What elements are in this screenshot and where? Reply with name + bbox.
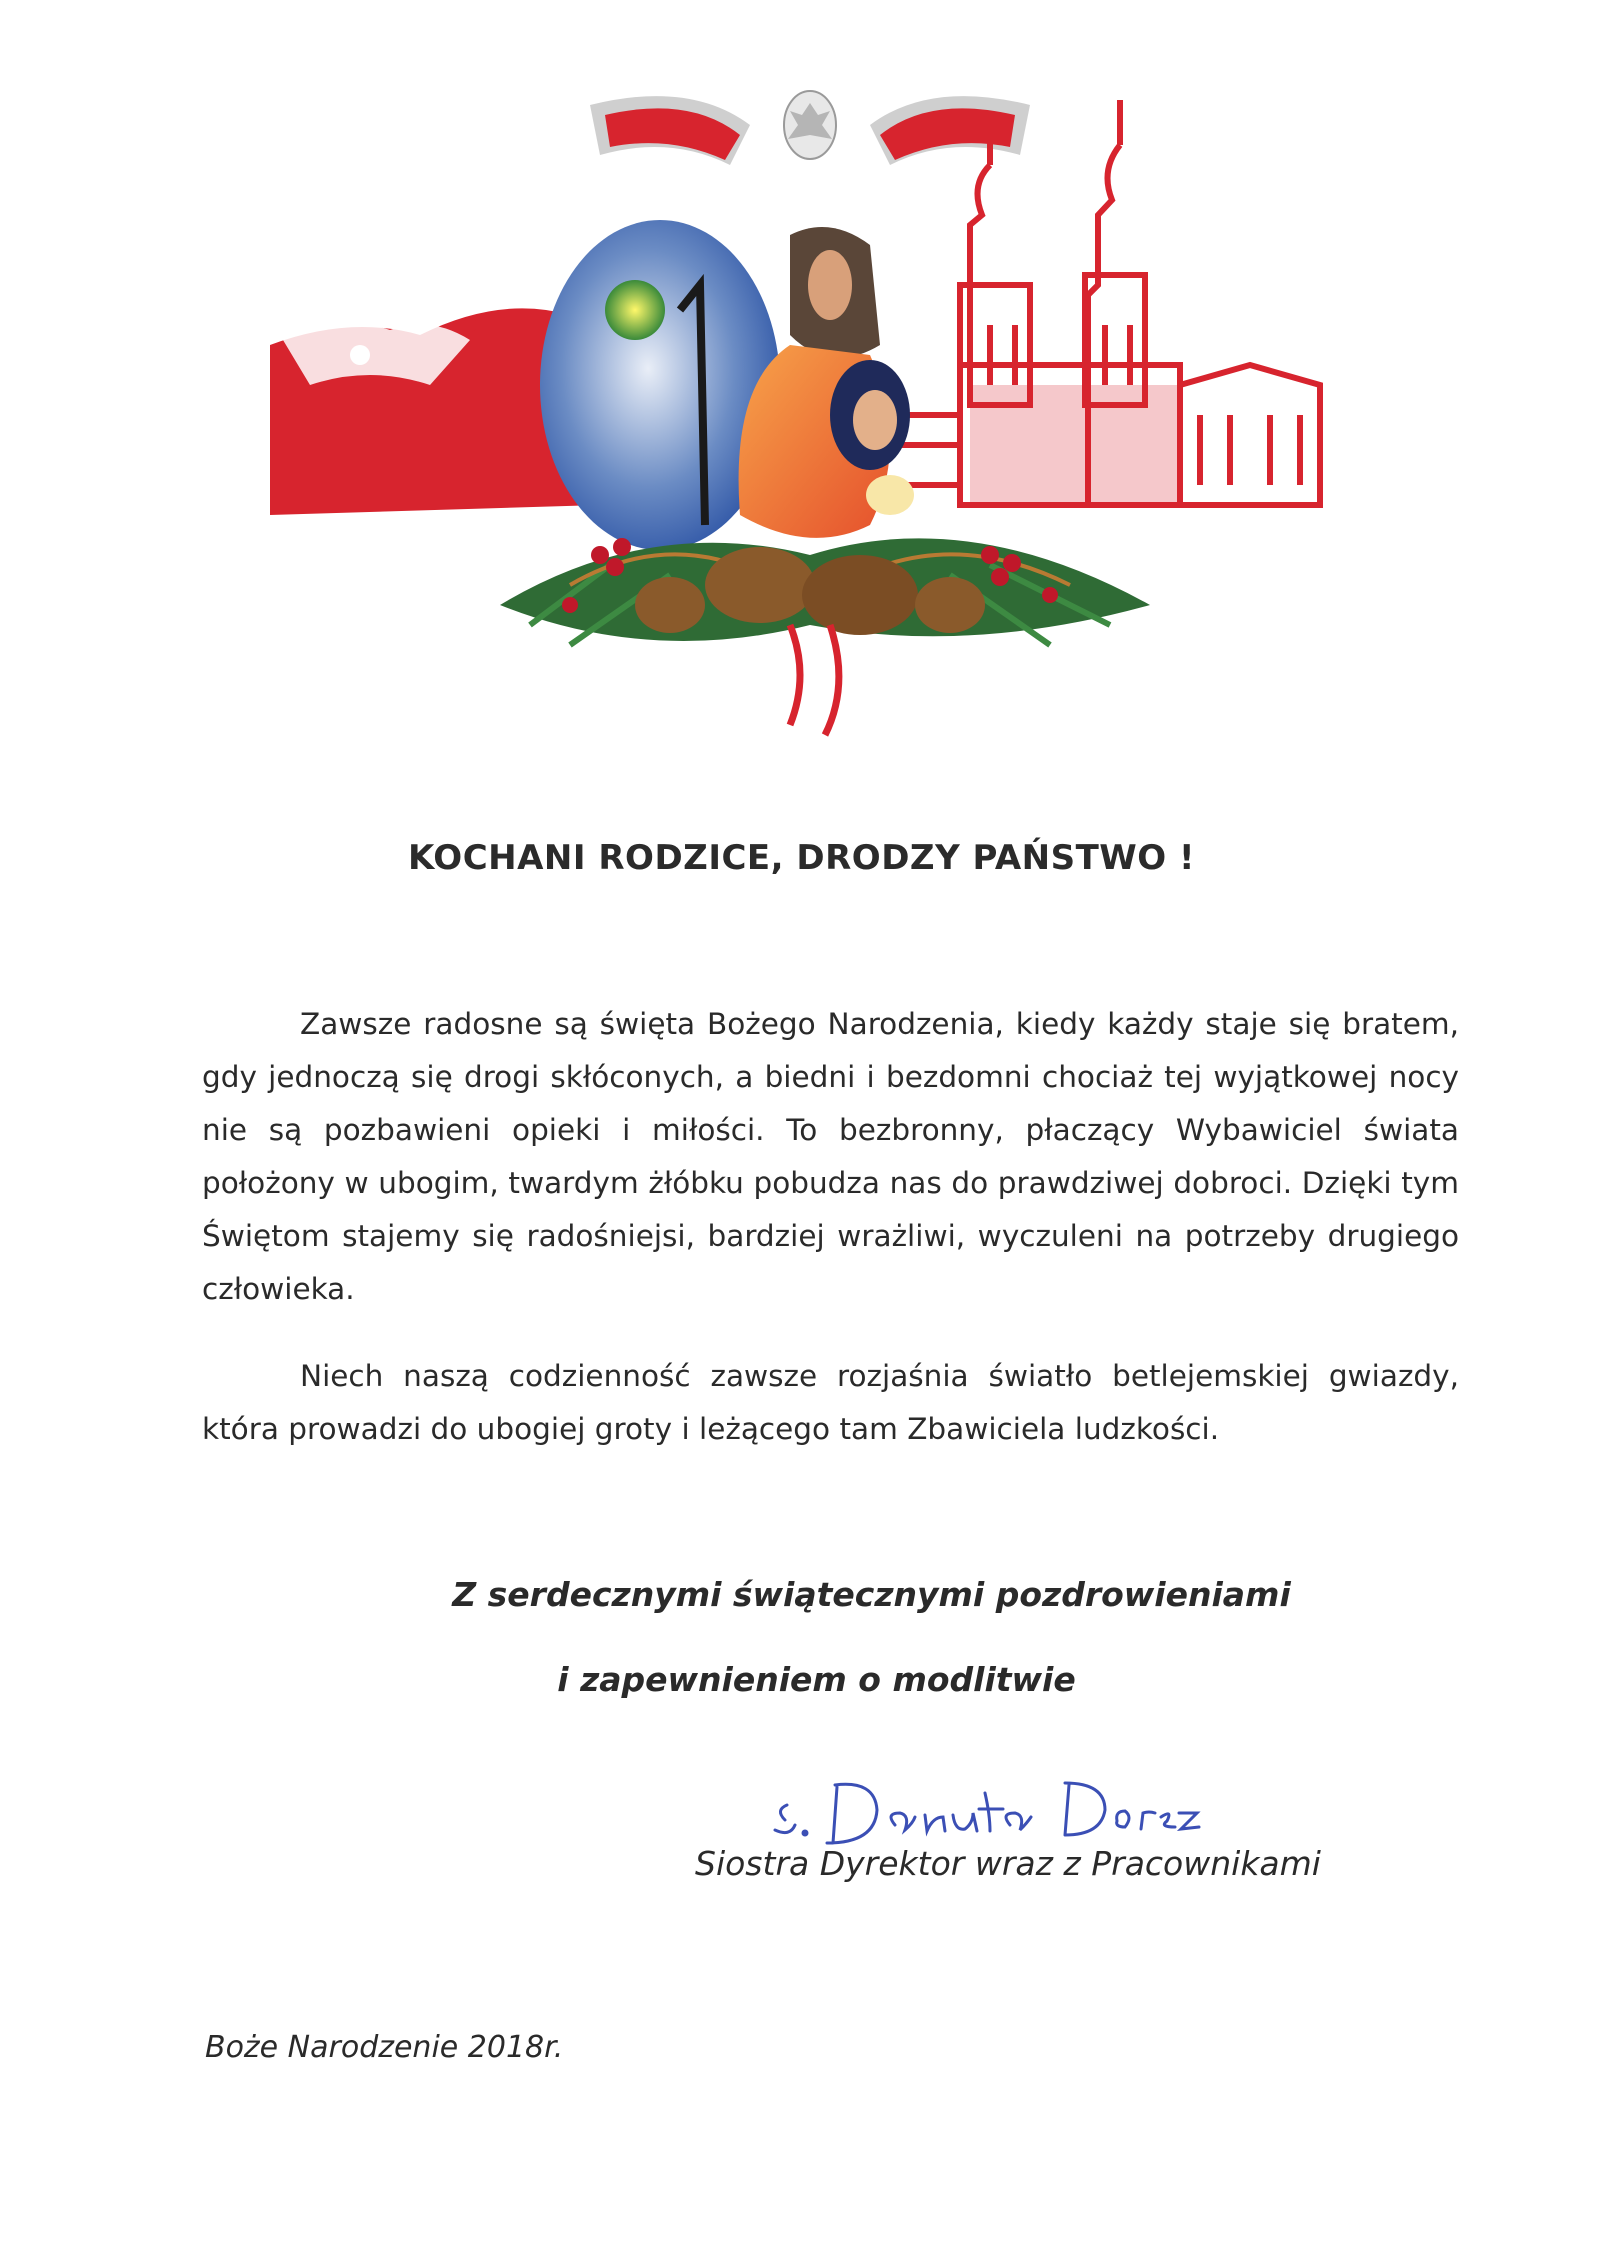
letter-date: Boże Narodzenie 2018r. [205, 2030, 564, 2065]
pine-garland [500, 538, 1150, 735]
header-illustration [270, 85, 1360, 800]
closing-line-2: i zapewnieniem o modlitwie [557, 1660, 1076, 1699]
letter-paragraph-1: Zawsze radosne są święta Bożego Narodzenia, kiedy każdy staje się bratem, gdy jednoczą się drogi skłóconych, a biedni i bezdomni chociaż tej wyjątkowej nocy nie są pozbawieni opieki i miłości. To bezbronny, płaczący Wybawiciel świata położony w ubogim, twardym żłóbku pobudza nas do prawdziwej dobroci. Dzięki tym Świętom stajemy się radośniejsi, bardziej wrażliwi, wyczuleni na potrzeby drugiego człowieka. [202, 1007, 1459, 1306]
letter-paragraph-2: Niech naszą codzienność zawsze rozjaśnia światło betlejemskiej gwiazdy, która prowadzi do ubogiej groty i leżącego tam Zbawiciela ludzkości. [202, 1359, 1459, 1446]
polish-eagle-emblem [590, 91, 1030, 165]
letter-greeting: KOCHANI RODZICE, DRODZY PAŃSTWO ! [407, 838, 1196, 878]
nativity-illustration [270, 85, 1360, 800]
handwritten-signature [765, 1765, 1205, 1855]
closing-line-1: Z serdecznymi świątecznymi pozdrowieniami [452, 1575, 1291, 1614]
signatory-line: Siostra Dyrektor wraz z Pracownikami [695, 1844, 1321, 1883]
